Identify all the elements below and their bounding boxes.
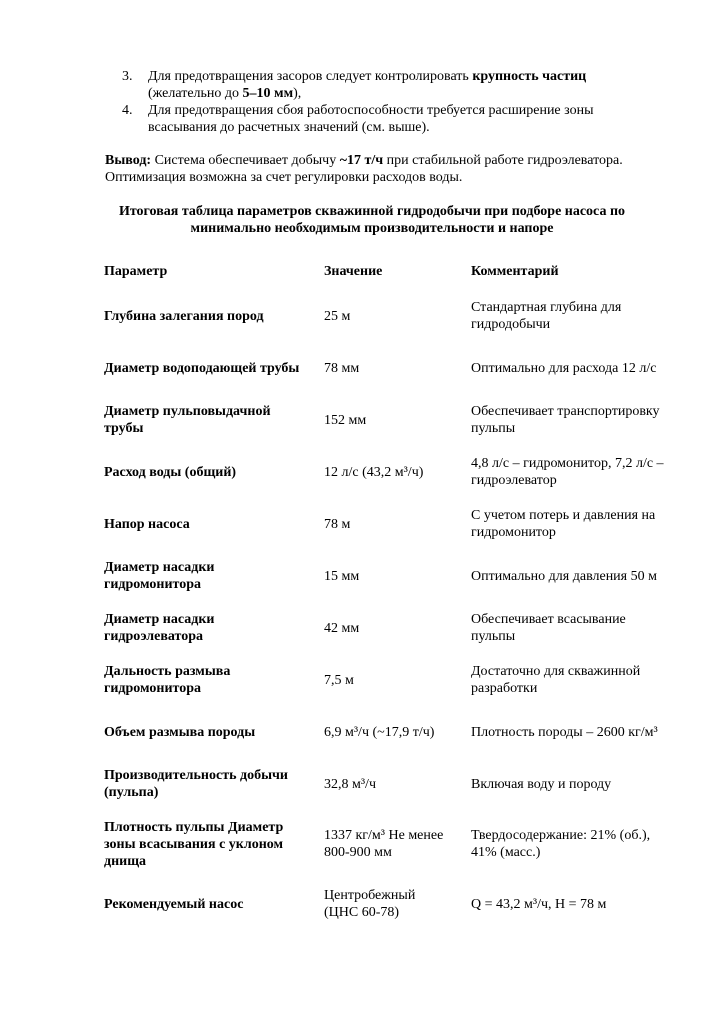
cell-comment: Включая воду и породу <box>471 776 612 792</box>
cell-param: Производительность добычи (пульпа) <box>104 768 288 800</box>
cell-param: Объем размыва породы <box>104 724 256 740</box>
cell-comment: Q = 43,2 м³/ч, H = 78 м <box>471 896 607 912</box>
cell-value: 15 мм <box>324 568 360 584</box>
conclusion-text: при стабильной работе гидроэлеватора. Оптимизация возможна за счет регулировки расходов воды. <box>105 153 623 185</box>
list-item <box>122 102 622 136</box>
list-text-bold: крупность частиц <box>472 69 587 84</box>
cell-comment: 4,8 л/с – гидромонитор, 7,2 л/с – гидроэлеватор <box>471 456 664 488</box>
header-comment: Комментарий <box>471 264 559 279</box>
table-row <box>0 662 724 698</box>
header-value: Значение <box>324 264 383 279</box>
cell-param: Плотность пульпы Диаметр зоны всасывания с уклоном днища <box>104 819 284 869</box>
cell-value: 152 мм <box>324 412 367 428</box>
list-number: 3. <box>122 69 133 84</box>
conclusion-paragraph <box>105 152 665 186</box>
cell-comment: Стандартная глубина для гидродобычи <box>471 300 622 332</box>
table-row <box>0 298 724 334</box>
table-row <box>0 350 724 386</box>
cell-comment: Обеспечивает транспортировку пульпы <box>471 404 660 436</box>
table-row <box>0 506 724 542</box>
cell-value: 7,5 м <box>324 672 354 688</box>
table-row <box>0 886 724 922</box>
cell-comment: С учетом потерь и давления на гидромонитор <box>471 508 656 540</box>
table-title: Итоговая таблица параметров скважинной гидродобычи при подборе насоса по минимально необходимым производительности и напоре <box>118 204 626 236</box>
list-item <box>122 68 622 102</box>
conclusion-label: Вывод: <box>105 153 152 168</box>
conclusion-bold: ~17 т/ч <box>339 153 384 168</box>
cell-param: Дальность размыва гидромонитора <box>104 664 231 696</box>
cell-value: 32,8 м³/ч <box>324 776 376 792</box>
cell-value: 42 мм <box>324 620 360 636</box>
table-row <box>0 558 724 594</box>
cell-comment: Оптимально для расхода 12 л/с <box>471 360 657 376</box>
list-text-part: (желательно до <box>148 86 243 101</box>
table-row <box>0 818 724 870</box>
cell-param: Рекомендуемый насос <box>104 896 244 912</box>
cell-value: 25 м <box>324 308 351 324</box>
conclusion-text: Система обеспечивает добычу <box>151 153 340 168</box>
cell-value: 1337 кг/м³ Не менее 800-900 мм <box>324 828 444 860</box>
cell-param: Глубина залегания пород <box>104 308 264 324</box>
cell-comment: Оптимально для давления 50 м <box>471 568 657 584</box>
cell-value: 78 мм <box>324 360 360 376</box>
header-param: Параметр <box>104 264 168 279</box>
cell-comment: Обеспечивает всасывание пульпы <box>471 612 626 644</box>
list-text-part: Для предотвращения засоров следует контролировать <box>148 69 473 84</box>
list-text <box>148 68 618 102</box>
table-row <box>0 610 724 646</box>
table-row <box>0 714 724 750</box>
cell-comment: Плотность породы – 2600 кг/м³ <box>471 724 658 740</box>
table-row <box>0 402 724 438</box>
table-row <box>0 766 724 802</box>
list-number: 4. <box>122 103 133 118</box>
cell-value: Центробежный (ЦНС 60-78) <box>324 888 416 920</box>
cell-param: Диаметр пульповыдачной трубы <box>104 404 271 436</box>
cell-param: Диаметр насадки гидроэлеватора <box>104 612 215 644</box>
list-text: Для предотвращения сбоя работоспособности требуется расширение зоны всасывания до расчетных значений (см. выше). <box>148 103 594 135</box>
table-row <box>0 454 724 490</box>
cell-comment: Достаточно для скважинной разработки <box>471 664 641 696</box>
cell-param: Диаметр водоподающей трубы <box>104 360 300 376</box>
cell-param: Диаметр насадки гидромонитора <box>104 560 215 592</box>
list-text-part: ), <box>293 86 302 101</box>
cell-param: Напор насоса <box>104 516 190 532</box>
cell-param: Расход воды (общий) <box>104 464 237 480</box>
cell-comment: Твердосодержание: 21% (об.), 41% (масс.) <box>471 828 651 860</box>
cell-value: 6,9 м³/ч (~17,9 т/ч) <box>324 724 435 740</box>
cell-value: 12 л/с (43,2 м³/ч) <box>324 464 424 480</box>
cell-value: 78 м <box>324 516 351 532</box>
numbered-list <box>122 68 622 136</box>
list-text-bold: 5–10 мм <box>242 86 294 101</box>
